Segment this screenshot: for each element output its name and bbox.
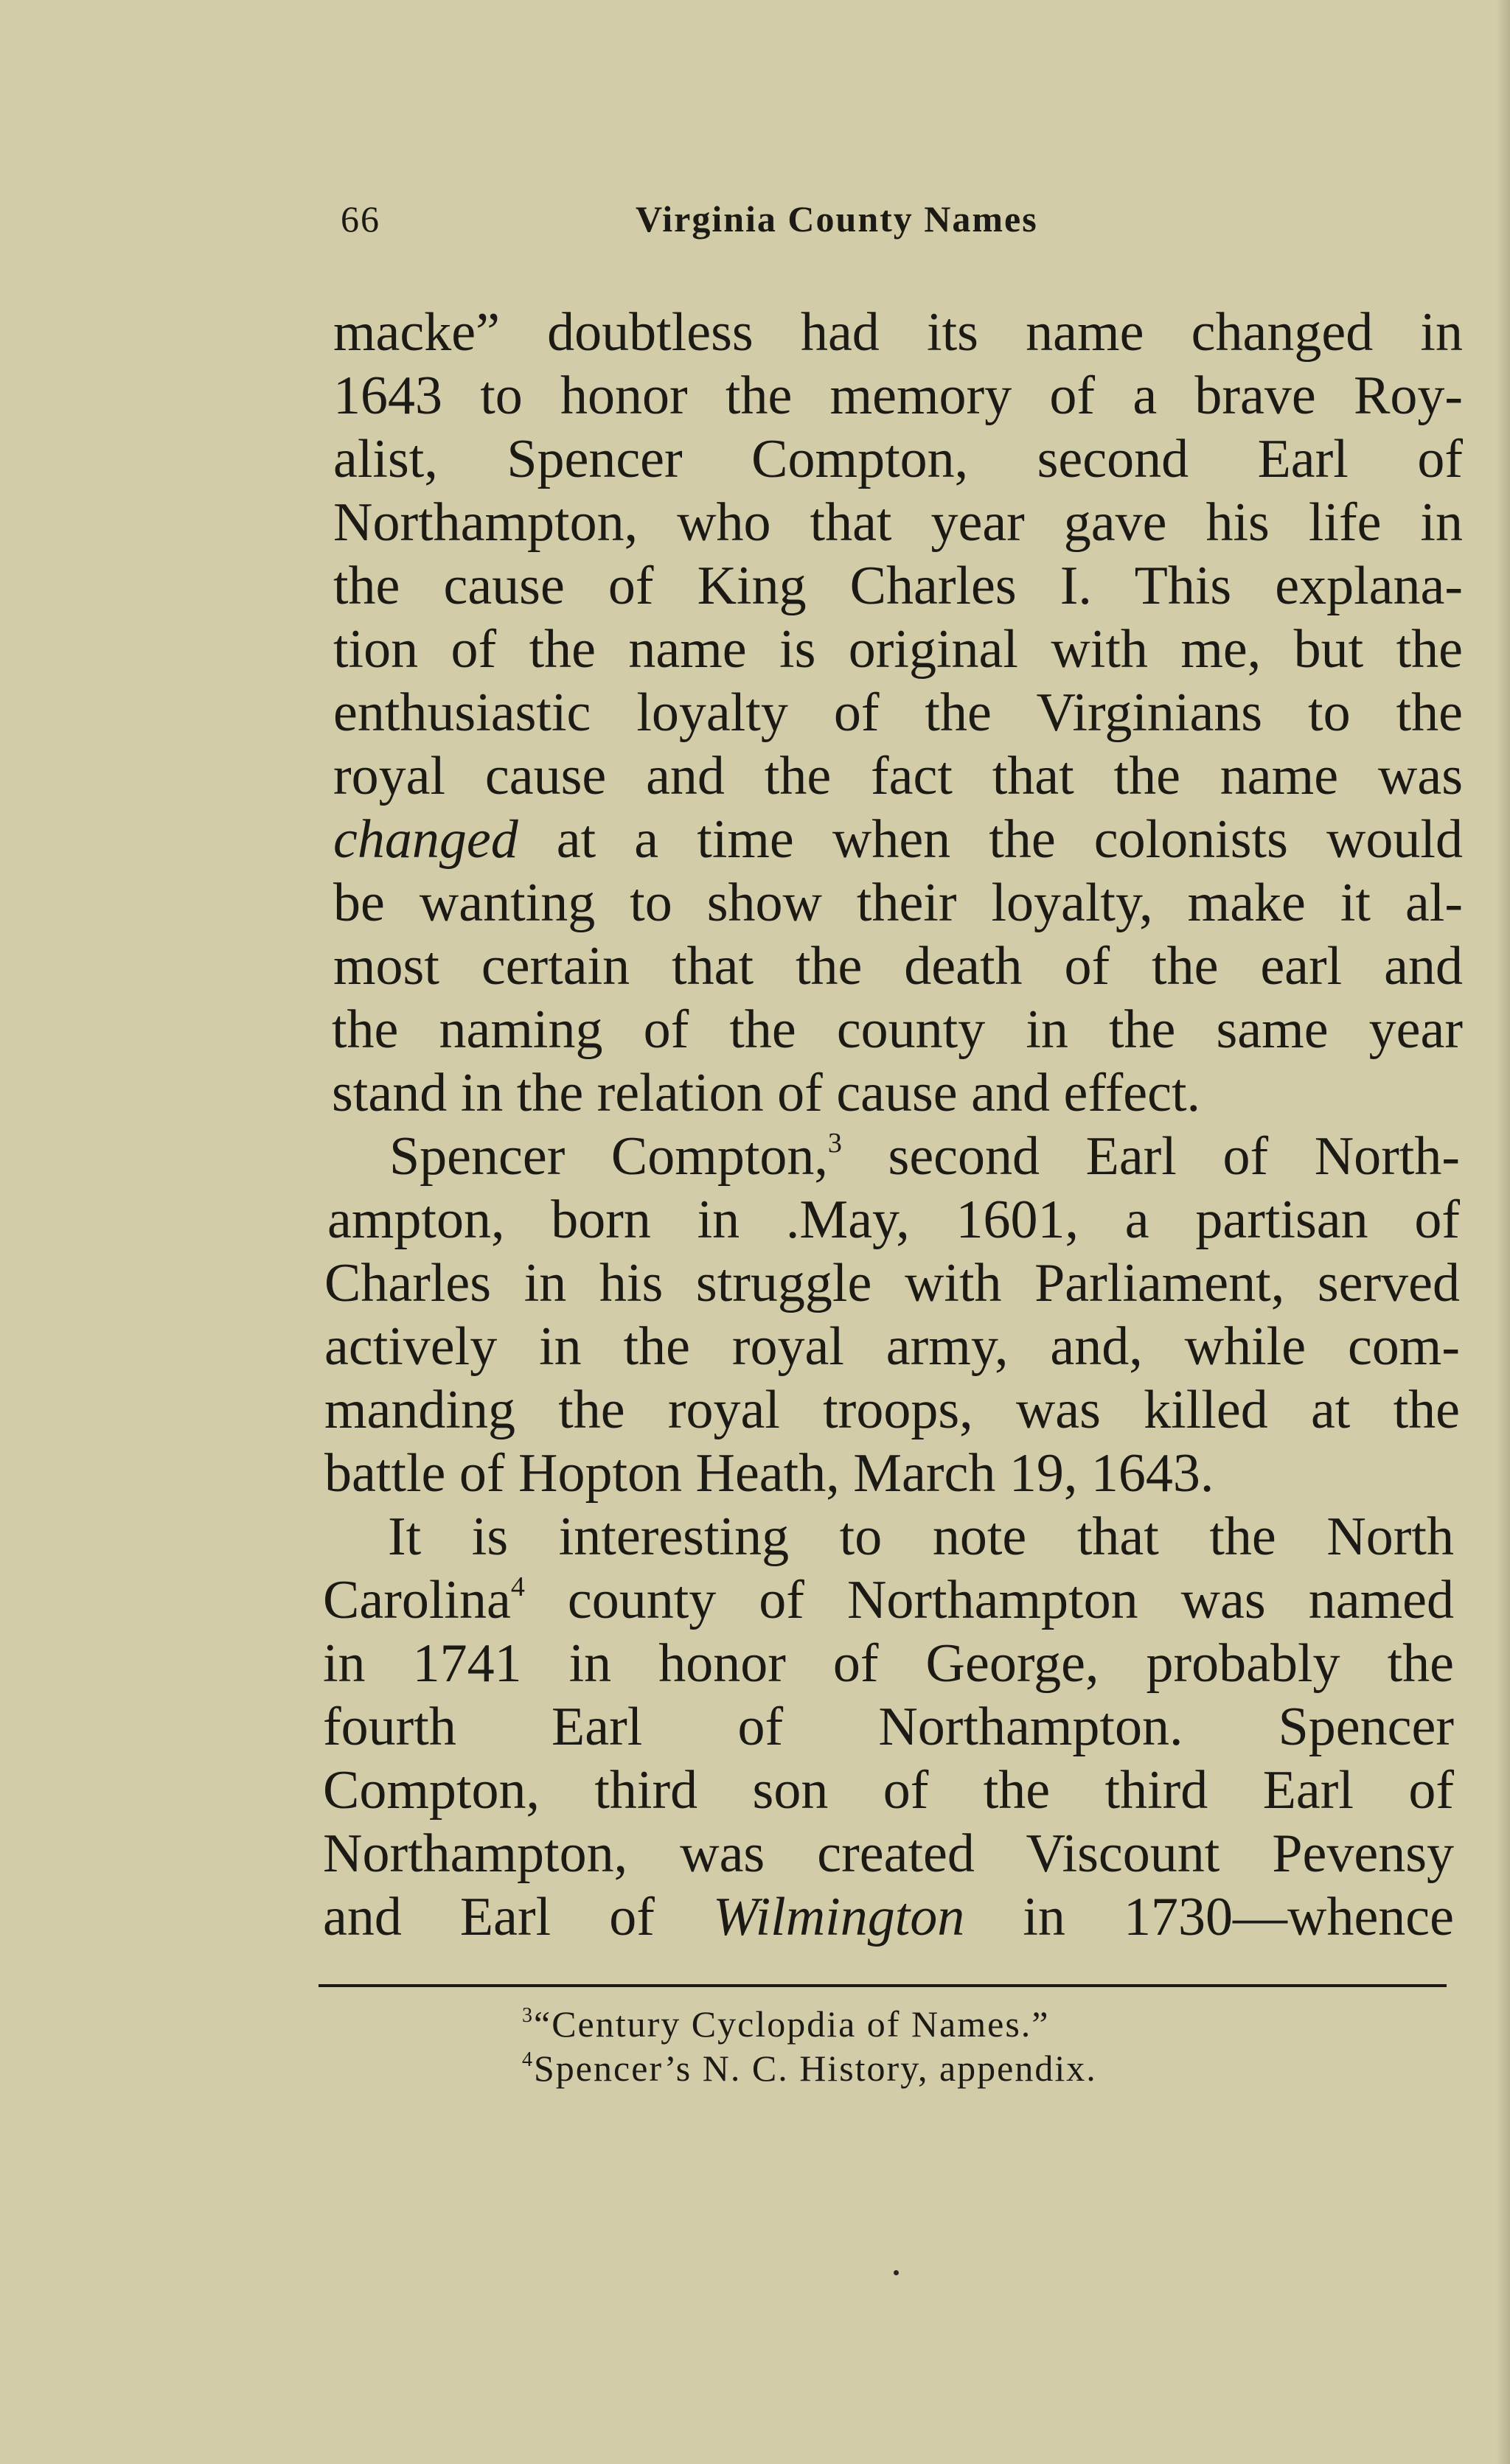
text-line: enthusiastic loyalty of the Virginians to the	[333, 683, 1463, 743]
text-line: and Earl of Wilmington in 1730—whence	[323, 1887, 1454, 1947]
text-line: Compton, third son of the third Earl of	[323, 1760, 1454, 1821]
text-line: Spencer Compton,$^3$ second Earl of North-	[389, 1126, 1460, 1187]
text-line: most certain that the death of the earl and	[333, 936, 1463, 997]
footnote-marker: 3	[522, 2004, 534, 2027]
text-line: Northampton, who that year gave his life in	[333, 492, 1463, 553]
page-edge-shadow	[1497, 0, 1510, 2464]
text-line: 1643 to honor the memory of a brave Roy-	[333, 366, 1463, 426]
text-line: the cause of King Charles I. This explana-	[333, 556, 1463, 616]
text-line: It is interesting to note that the North	[388, 1507, 1454, 1567]
text-line: actively in the royal army, and, while com-	[324, 1316, 1460, 1377]
text-line: fourth Earl of Northampton. Spencer	[323, 1697, 1454, 1757]
footnote: $^4$Spencer’s N. C. History, appendix.	[522, 2048, 1097, 2089]
text-line: Carolina$^4$ county of Northampton was named	[323, 1570, 1454, 1630]
text-line: royal cause and the fact that the name was	[333, 746, 1463, 806]
text-line: alist, Spencer Compton, second Earl of	[333, 429, 1463, 489]
text-line: ampton, born in .May, 1601, a partisan of	[327, 1190, 1460, 1250]
text-line: changed at a time when the colonists would	[333, 809, 1463, 870]
footnote-ref: 3	[827, 1128, 842, 1159]
paper-speck	[894, 2270, 899, 2275]
emphasis: changed	[333, 809, 518, 870]
text-line: tion of the name is original with me, but the	[333, 619, 1463, 680]
text-line: stand in the relation of cause and effect.	[332, 1063, 1201, 1123]
footnote: $^3$“Century Cyclopdia of Names.”	[522, 2003, 1050, 2045]
footnote-ref: 4	[510, 1571, 525, 1602]
text-line: the naming of the county in the same year	[332, 999, 1463, 1060]
text-line: manding the royal troops, was killed at the	[324, 1380, 1460, 1440]
text-line: in 1741 in honor of George, probably the	[323, 1633, 1454, 1694]
footnote-divider	[319, 1984, 1447, 1987]
footnote-marker: 4	[522, 2048, 534, 2071]
text-line: Northampton, was created Viscount Pevensy	[323, 1823, 1454, 1884]
text-line: be wanting to show their loyalty, make it al-	[333, 873, 1463, 933]
text-line: Charles in his struggle with Parliament, served	[324, 1253, 1460, 1313]
text-line: macke” doubtless had its name changed in	[333, 302, 1463, 363]
page-number: 66	[341, 198, 380, 240]
text-line: battle of Hopton Heath, March 19, 1643.	[324, 1443, 1214, 1504]
emphasis: Wilmington	[713, 1887, 965, 1947]
running-title: Virginia County Names	[636, 198, 1038, 240]
